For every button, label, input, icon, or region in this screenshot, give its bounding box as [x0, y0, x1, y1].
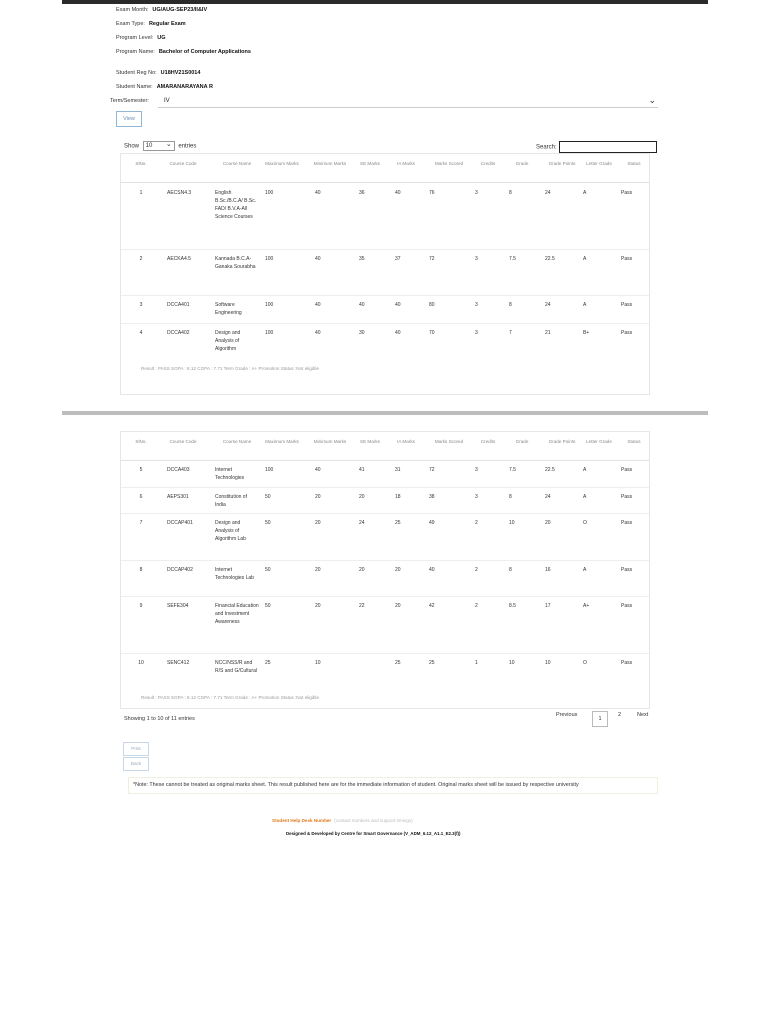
- cell-letter-grade: A: [583, 302, 587, 308]
- cell-ia-marks: 40: [395, 330, 401, 336]
- cell-credits: 2: [475, 603, 478, 609]
- program-name-row: [116, 49, 251, 55]
- cell-course-code: DCCA402: [167, 330, 190, 336]
- row-divider: [121, 653, 649, 654]
- column-header-max-marks[interactable]: Maximum Marks: [265, 439, 299, 444]
- pagination-next[interactable]: Next: [637, 712, 649, 718]
- column-header-min-marks[interactable]: Minimum Marks: [313, 439, 347, 444]
- student-name-value: AMARANARAYANA R: [156, 84, 213, 90]
- cell-grade-points: 22.5: [545, 467, 555, 473]
- cell-se-marks: 20: [359, 567, 365, 573]
- cell-max-marks: 50: [265, 567, 271, 573]
- cell-se-marks: 20: [359, 494, 365, 500]
- cell-status: Pass: [621, 520, 633, 526]
- cell-status: Pass: [621, 494, 633, 500]
- cell-min-marks: 40: [315, 256, 321, 262]
- cell-max-marks: 100: [265, 467, 274, 473]
- cell-credits: 3: [475, 302, 478, 308]
- screenshot-separator: [62, 411, 708, 415]
- cell-course-code: AECSN4.3: [167, 190, 192, 196]
- helpdesk-line: [272, 818, 413, 823]
- exam-type-row: [116, 21, 186, 27]
- term-select[interactable]: [158, 95, 658, 108]
- reg-no-row: [116, 70, 200, 76]
- cell-credits: 3: [475, 256, 478, 262]
- cell-se-marks: 36: [359, 190, 365, 196]
- exam-month-row: [116, 7, 207, 13]
- program-name-label: Program Name:: [116, 49, 155, 55]
- view-button[interactable]: View: [116, 111, 142, 127]
- cell-se-marks: 41: [359, 467, 365, 473]
- column-header-grade[interactable]: Grade: [515, 161, 529, 166]
- column-header-marks-scored[interactable]: Marks Scored: [434, 161, 464, 166]
- helpdesk-detail: (contact numbers and support timings): [334, 818, 413, 823]
- cell-ia-marks: 31: [395, 467, 401, 473]
- cell-marks-scored: 72: [429, 256, 435, 262]
- cell-sl-no: 3: [139, 302, 143, 308]
- result-summary: Result : PASS SGPA : 8.12 CGPA : 7.71 Term Grade : A+ Promotion Status :Not eligible: [141, 366, 320, 371]
- result-summary: Result : PASS SGPA : 8.12 CGPA : 7.71 Term Grade : A+ Promotion Status :Not eligible: [141, 695, 320, 700]
- cell-course-name: Design and Analysis of Algorithm: [215, 330, 241, 352]
- cell-sl-no: 1: [139, 190, 143, 196]
- cell-course-name: Internet Technologies Lab: [215, 567, 254, 581]
- cell-ia-marks: 25: [395, 660, 401, 666]
- column-header-letter-grade[interactable]: Letter Grade: [586, 161, 612, 166]
- term-value: IV: [164, 98, 170, 104]
- column-header-sl-no[interactable]: SlNo.: [135, 439, 147, 444]
- search-label: Search:: [536, 144, 557, 151]
- program-level-value: UG: [157, 35, 166, 41]
- column-header-course-code[interactable]: Course Code: [169, 439, 197, 444]
- column-header-grade-points[interactable]: Grade Points: [548, 161, 576, 166]
- cell-credits: 3: [475, 330, 478, 336]
- cell-letter-grade: A: [583, 190, 587, 196]
- reg-no-value: U18HV21S0014: [160, 70, 201, 76]
- cell-grade: 7.5: [509, 467, 516, 473]
- cell-max-marks: 100: [265, 330, 274, 336]
- cell-sl-no: 10: [138, 660, 144, 666]
- column-header-status[interactable]: Status: [627, 439, 641, 444]
- cell-ia-marks: 20: [395, 603, 401, 609]
- entries-label: entries: [178, 143, 197, 150]
- cell-credits: 1: [475, 660, 478, 666]
- cell-course-code: SENC412: [167, 660, 190, 666]
- column-header-marks-scored[interactable]: Marks Scored: [434, 439, 464, 444]
- cell-letter-grade: O: [583, 660, 587, 666]
- cell-marks-scored: 40: [429, 567, 435, 573]
- cell-letter-grade: A: [583, 256, 587, 262]
- cell-status: Pass: [621, 567, 633, 573]
- cell-grade-points: 16: [545, 567, 551, 573]
- cell-marks-scored: 76: [429, 190, 435, 196]
- cell-course-code: DCCAP402: [167, 567, 193, 573]
- row-divider: [121, 596, 649, 597]
- pagination-page-1[interactable]: 1: [592, 711, 608, 727]
- cell-sl-no: 2: [139, 256, 143, 262]
- cell-grade: 8: [509, 190, 512, 196]
- cell-min-marks: 10: [315, 660, 321, 666]
- cell-credits: 2: [475, 520, 478, 526]
- cell-sl-no: 6: [139, 494, 143, 500]
- cell-course-name: Internet Technologies: [215, 467, 245, 481]
- cell-se-marks: 35: [359, 256, 365, 262]
- cell-status: Pass: [621, 330, 633, 336]
- cell-credits: 3: [475, 494, 478, 500]
- cell-sl-no: 9: [139, 603, 143, 609]
- column-header-credits[interactable]: Credits: [480, 161, 496, 166]
- cell-credits: 3: [475, 467, 478, 473]
- cell-course-name: Financial Education and Investment Awareness: [215, 603, 259, 625]
- cell-course-code: AECKA4.5: [167, 256, 191, 262]
- cell-grade-points: 20: [545, 520, 551, 526]
- column-header-sl-no[interactable]: SlNo.: [135, 161, 147, 166]
- cell-course-name: NCC/NSS/R and R/S and G/Cultural: [215, 660, 257, 674]
- cell-ia-marks: 40: [395, 302, 401, 308]
- cell-status: Pass: [621, 190, 633, 196]
- cell-marks-scored: 80: [429, 302, 435, 308]
- entries-select-value: 10: [145, 143, 153, 149]
- cell-credits: 2: [475, 567, 478, 573]
- cell-course-name: Design and Analysis of Algorithm Lab: [215, 520, 246, 542]
- cell-status: Pass: [621, 603, 633, 609]
- cell-min-marks: 40: [315, 330, 321, 336]
- chevron-down-icon: ⌄: [648, 95, 656, 105]
- cell-letter-grade: A+: [583, 603, 590, 609]
- entries-select[interactable]: [143, 141, 175, 151]
- cell-status: Pass: [621, 660, 633, 666]
- cell-se-marks: 24: [359, 520, 365, 526]
- cell-ia-marks: 18: [395, 494, 401, 500]
- exam-month-label: Exam Month:: [116, 7, 149, 13]
- column-header-course-name[interactable]: Course Name: [222, 439, 252, 444]
- entries-length-control: [124, 141, 196, 151]
- cell-grade: 8: [509, 302, 512, 308]
- table-header: [121, 154, 649, 183]
- cell-max-marks: 100: [265, 256, 274, 262]
- cell-letter-grade: A: [583, 467, 587, 473]
- cell-course-code: SEFE304: [167, 603, 189, 609]
- cell-grade: 8: [509, 567, 512, 573]
- cell-letter-grade: A: [583, 567, 587, 573]
- cell-marks-scored: 49: [429, 520, 435, 526]
- cell-ia-marks: 25: [395, 520, 401, 526]
- column-header-grade[interactable]: Grade: [515, 439, 529, 444]
- pagination-page-2[interactable]: 2: [618, 712, 622, 718]
- term-label: Term/Semester:: [110, 98, 149, 104]
- cell-sl-no: 4: [139, 330, 143, 336]
- cell-grade: 10: [509, 660, 515, 666]
- cell-grade-points: 17: [545, 603, 551, 609]
- column-header-se-marks[interactable]: SE Marks: [360, 439, 380, 444]
- row-divider: [121, 487, 649, 488]
- top-bar: [62, 0, 708, 4]
- column-header-credits[interactable]: Credits: [480, 439, 496, 444]
- program-name-value: Bachelor of Computer Applications: [158, 49, 251, 55]
- cell-sl-no: 7: [139, 520, 143, 526]
- cell-course-name: Software Engineering: [215, 302, 242, 316]
- cell-min-marks: 20: [315, 520, 321, 526]
- cell-se-marks: 30: [359, 330, 365, 336]
- chevron-down-icon: ⌄: [165, 141, 172, 148]
- cell-max-marks: 50: [265, 603, 271, 609]
- column-header-status[interactable]: Status: [627, 161, 641, 166]
- cell-min-marks: 20: [315, 494, 321, 500]
- column-header-max-marks[interactable]: Maximum Marks: [265, 161, 299, 166]
- cell-grade-points: 24: [545, 190, 551, 196]
- cell-status: Pass: [621, 467, 633, 473]
- student-name-label: Student Name:: [116, 84, 153, 90]
- program-level-label: Program Level:: [116, 35, 154, 41]
- search-input[interactable]: [559, 141, 657, 153]
- results-table-1: [120, 153, 650, 395]
- exam-month-value: UG/AUG-SEP23/II&IV: [152, 7, 208, 13]
- cell-max-marks: 100: [265, 302, 274, 308]
- cell-grade-points: 10: [545, 660, 551, 666]
- column-header-letter-grade[interactable]: Letter Grade: [586, 439, 612, 444]
- cell-grade-points: 21: [545, 330, 551, 336]
- cell-max-marks: 50: [265, 494, 271, 500]
- cell-ia-marks: 40: [395, 190, 401, 196]
- print-button[interactable]: Print: [123, 742, 149, 756]
- column-header-min-marks[interactable]: Minimum Marks: [313, 161, 347, 166]
- table-header: [121, 432, 649, 461]
- program-level-row: [116, 35, 166, 41]
- column-header-ia-marks[interactable]: IA Marks: [397, 161, 415, 166]
- search-control: [536, 141, 657, 153]
- show-label: Show: [124, 143, 140, 150]
- cell-grade-points: 24: [545, 302, 551, 308]
- cell-max-marks: 25: [265, 660, 271, 666]
- cell-letter-grade: A: [583, 494, 587, 500]
- cell-min-marks: 40: [315, 302, 321, 308]
- cell-marks-scored: 42: [429, 603, 435, 609]
- cell-course-code: DCCA401: [167, 302, 190, 308]
- back-button[interactable]: Back: [123, 757, 149, 771]
- column-header-course-name[interactable]: Course Name: [222, 161, 252, 166]
- disclaimer-note: *Note: These cannot be treated as original marks sheet. This result published here are for the immediate information of student. Original marks sheet will be issued by respective university: [128, 777, 658, 794]
- cell-course-code: DCCAP401: [167, 520, 193, 526]
- cell-status: Pass: [621, 256, 633, 262]
- column-header-se-marks[interactable]: SE Marks: [360, 161, 380, 166]
- cell-se-marks: 40: [359, 302, 365, 308]
- cell-credits: 3: [475, 190, 478, 196]
- cell-marks-scored: 72: [429, 467, 435, 473]
- column-header-course-code[interactable]: Course Code: [169, 161, 197, 166]
- showing-entries-info: Showing 1 to 10 of 11 entries: [124, 716, 195, 722]
- footer-credit: Designed & Developed by Centre for Smart Governance (V_ADM_6.12_A1.1_E2.3(f)): [286, 831, 461, 836]
- cell-letter-grade: B+: [583, 330, 590, 336]
- cell-sl-no: 8: [139, 567, 143, 573]
- cell-course-code: DCCA403: [167, 467, 190, 473]
- cell-course-name: English B.Sc./B.C.A/ B.Sc. FAD/ B.V.A-All Science Courses: [215, 190, 257, 220]
- row-divider: [121, 560, 649, 561]
- student-name-row: [116, 84, 213, 90]
- pagination-previous[interactable]: Previous: [556, 712, 578, 718]
- column-header-grade-points[interactable]: Grade Points: [548, 439, 576, 444]
- cell-status: Pass: [621, 302, 633, 308]
- cell-ia-marks: 37: [395, 256, 401, 262]
- cell-marks-scored: 70: [429, 330, 435, 336]
- cell-grade: 7.5: [509, 256, 516, 262]
- row-divider: [121, 249, 649, 250]
- row-divider: [121, 323, 649, 324]
- cell-grade: 8.5: [509, 603, 516, 609]
- cell-max-marks: 50: [265, 520, 271, 526]
- helpdesk-label: Student Help Desk Number: [272, 818, 332, 823]
- row-divider: [121, 295, 649, 296]
- cell-sl-no: 5: [139, 467, 143, 473]
- cell-course-name: Kannada B.C.A- Ganaka Sourabha: [215, 256, 256, 270]
- cell-se-marks: 22: [359, 603, 365, 609]
- row-divider: [121, 513, 649, 514]
- exam-type-value: Regular Exam: [148, 21, 186, 27]
- cell-course-code: AEPS301: [167, 494, 189, 500]
- cell-marks-scored: 38: [429, 494, 435, 500]
- results-table-2: [120, 431, 650, 709]
- cell-grade: 7: [509, 330, 512, 336]
- cell-grade-points: 22.5: [545, 256, 555, 262]
- cell-min-marks: 40: [315, 190, 321, 196]
- cell-min-marks: 40: [315, 467, 321, 473]
- cell-grade: 10: [509, 520, 515, 526]
- reg-no-label: Student Reg No:: [116, 70, 157, 76]
- cell-marks-scored: 25: [429, 660, 435, 666]
- cell-max-marks: 100: [265, 190, 274, 196]
- cell-min-marks: 20: [315, 603, 321, 609]
- column-header-ia-marks[interactable]: IA Marks: [397, 439, 415, 444]
- cell-grade: 8: [509, 494, 512, 500]
- cell-course-name: Constitution of India: [215, 494, 247, 508]
- cell-ia-marks: 20: [395, 567, 401, 573]
- cell-grade-points: 24: [545, 494, 551, 500]
- cell-min-marks: 20: [315, 567, 321, 573]
- cell-letter-grade: O: [583, 520, 587, 526]
- exam-type-label: Exam Type:: [116, 21, 145, 27]
